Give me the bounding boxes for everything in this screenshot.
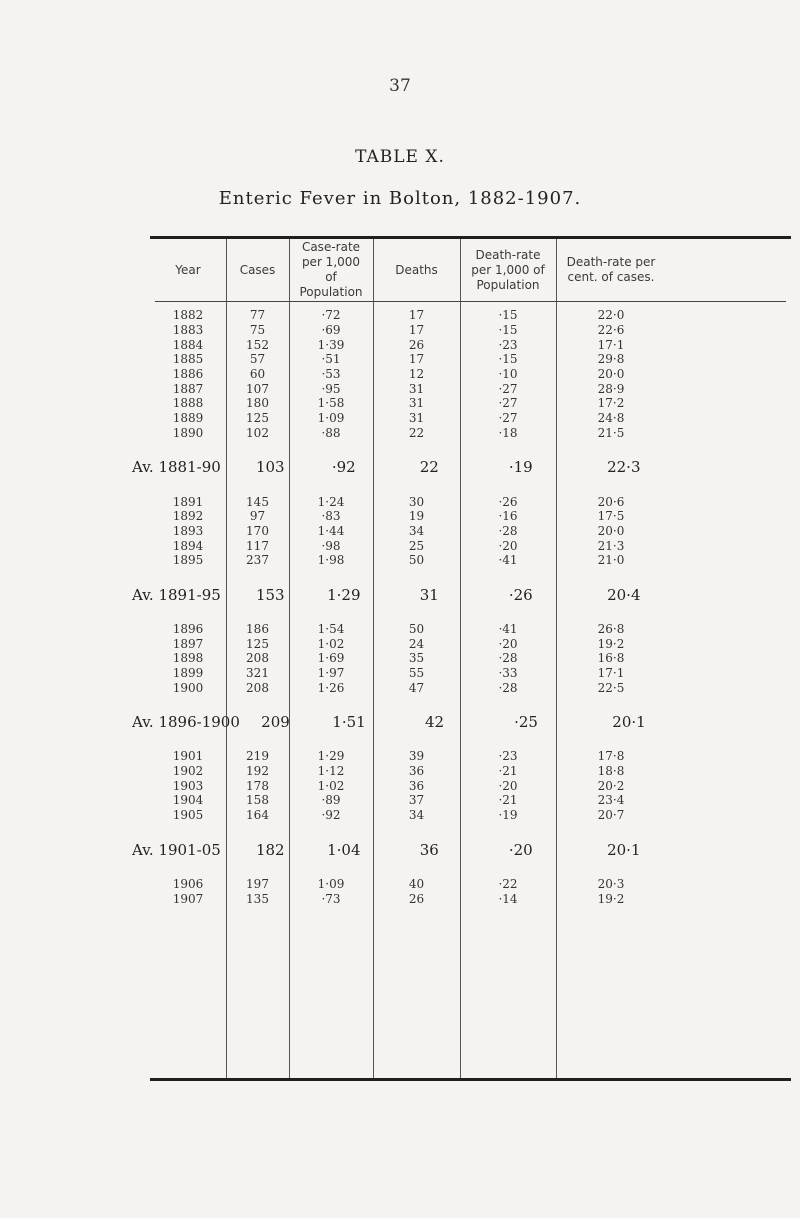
cell-death-rate-percent: 20·7: [597, 808, 625, 823]
cell-deaths: 37: [408, 793, 425, 808]
cell-death-rate: ·16: [498, 509, 518, 524]
cell-cases: 208: [246, 651, 269, 666]
table-row: [150, 622, 791, 637]
cell-death-rate: ·20: [498, 636, 518, 651]
cell-cases: 153: [255, 585, 285, 604]
table-row: [150, 651, 791, 666]
cell-year: Av. 1881-90: [132, 458, 221, 477]
cell-year: 1901: [172, 749, 204, 764]
cell-death-rate: ·19: [498, 808, 518, 823]
cell-deaths: 40: [408, 876, 425, 891]
table-row: [150, 749, 791, 764]
cell-deaths: 36: [419, 840, 439, 859]
cell-deaths: 17: [408, 308, 425, 323]
cell-case-rate: 1·02: [317, 778, 345, 793]
table-row: [150, 538, 791, 553]
table-row: [150, 891, 791, 906]
cell-deaths: 47: [408, 680, 425, 695]
cell-death-rate-percent: 17·5: [597, 509, 625, 524]
cell-year: 1892: [172, 509, 204, 524]
cell-cases: 77: [249, 308, 266, 323]
cell-death-rate-percent: 20·6: [597, 494, 625, 509]
cell-year: 1885: [172, 352, 204, 367]
cell-year: 1891: [172, 494, 204, 509]
cell-death-rate: ·26: [498, 494, 518, 509]
table-row: [150, 352, 791, 367]
cell-deaths: 36: [408, 764, 425, 779]
cell-cases: 125: [246, 411, 269, 426]
cell-death-rate-percent: 20·2: [597, 778, 625, 793]
cell-case-rate: 1·24: [317, 494, 345, 509]
cell-deaths: 34: [408, 808, 425, 823]
cell-case-rate: ·95: [321, 381, 341, 396]
cell-death-rate: ·27: [498, 396, 518, 411]
cell-deaths: 31: [408, 396, 425, 411]
cell-case-rate: ·53: [321, 367, 341, 382]
cell-year: Av. 1901-05: [132, 840, 221, 859]
table-row: [150, 396, 791, 411]
cell-death-rate-percent: 22·5: [597, 680, 625, 695]
cell-deaths: 31: [408, 381, 425, 396]
cell-deaths: 35: [408, 651, 425, 666]
cell-death-rate: ·19: [508, 458, 533, 477]
cell-case-rate: ·92: [331, 458, 356, 477]
cell-deaths: 55: [408, 666, 425, 681]
cell-death-rate: ·41: [498, 553, 518, 568]
cell-case-rate: 1·09: [317, 411, 345, 426]
table-body: [132, 308, 791, 906]
cell-death-rate: ·22: [498, 876, 518, 891]
cell-deaths: 24: [408, 636, 425, 651]
table-row: [150, 308, 791, 323]
cell-cases: 178: [246, 778, 269, 793]
table-label: TABLE X.: [355, 147, 445, 167]
cell-deaths: 36: [408, 778, 425, 793]
cell-year: 1895: [172, 553, 204, 568]
table-row: [150, 764, 791, 779]
cell-deaths: 39: [408, 749, 425, 764]
cell-year: 1899: [172, 666, 204, 681]
cell-death-rate: ·15: [498, 308, 518, 323]
cell-cases: 182: [255, 840, 285, 859]
cell-death-rate: ·23: [498, 749, 518, 764]
cell-death-rate-percent: 23·4: [597, 793, 625, 808]
cell-deaths: 42: [424, 713, 445, 732]
header-case-rate: Case-rate per 1,000 of Population: [299, 240, 363, 299]
cell-death-rate: ·21: [498, 793, 518, 808]
cell-death-rate: ·20: [498, 778, 518, 793]
cell-case-rate: 1·29: [317, 749, 345, 764]
cell-case-rate: 1·09: [317, 876, 345, 891]
table-row: [150, 337, 791, 352]
cell-deaths: 30: [408, 494, 425, 509]
table-row: [150, 509, 791, 524]
cell-cases: 145: [246, 494, 269, 509]
average-row: [132, 452, 791, 482]
cell-deaths: 31: [408, 411, 425, 426]
cell-death-rate-percent: 22·0: [597, 308, 625, 323]
cell-year: 1893: [172, 523, 204, 538]
cell-case-rate: 1·54: [317, 621, 345, 636]
cell-cases: 152: [246, 337, 269, 352]
cell-death-rate-percent: 18·8: [597, 764, 625, 779]
cell-case-rate: ·73: [321, 891, 341, 906]
cell-death-rate: ·26: [508, 585, 533, 604]
table-row: [150, 680, 791, 695]
cell-case-rate: ·83: [321, 509, 341, 524]
cell-year: 1905: [172, 808, 204, 823]
cell-death-rate-percent: 17·8: [597, 749, 625, 764]
cell-cases: 186: [246, 621, 269, 636]
cell-cases: 60: [249, 367, 266, 382]
cell-cases: 164: [246, 808, 269, 823]
cell-case-rate: ·72: [321, 308, 341, 323]
cell-death-rate-percent: 21·3: [597, 538, 625, 553]
cell-death-rate-percent: 22·6: [597, 323, 625, 338]
cell-death-rate-percent: 24·8: [597, 411, 625, 426]
table-row: [150, 381, 791, 396]
table-row: [150, 793, 791, 808]
cell-year: 1902: [172, 764, 204, 779]
cell-year: 1896: [172, 621, 204, 636]
average-row: [132, 835, 791, 865]
cell-cases: 170: [246, 523, 269, 538]
cell-cases: 117: [246, 538, 269, 553]
cell-year: 1889: [172, 411, 204, 426]
table-row: [150, 636, 791, 651]
table-header: [150, 239, 791, 301]
cell-year: 1898: [172, 651, 204, 666]
cell-death-rate-percent: 16·8: [597, 651, 625, 666]
cell-death-rate-percent: 20·3: [597, 876, 625, 891]
cell-death-rate: ·21: [498, 764, 518, 779]
cell-case-rate: ·92: [321, 808, 341, 823]
table-row: [150, 494, 791, 509]
cell-year: Av. 1896-1900: [132, 713, 240, 732]
cell-year: 1887: [172, 381, 204, 396]
cell-death-rate: ·23: [498, 337, 518, 352]
cell-case-rate: 1·39: [317, 337, 345, 352]
table-row: [150, 778, 791, 793]
cell-case-rate: 1·26: [317, 680, 345, 695]
cell-death-rate: ·28: [498, 680, 518, 695]
cell-death-rate-percent: 17·1: [597, 337, 625, 352]
cell-deaths: 31: [419, 585, 439, 604]
table-row: [150, 524, 791, 539]
cell-deaths: 22: [419, 458, 439, 477]
cell-deaths: 26: [408, 891, 425, 906]
cell-cases: 97: [249, 509, 266, 524]
header-rule: [155, 301, 786, 302]
cell-death-rate-percent: 20·4: [607, 585, 641, 604]
cell-case-rate: 1·29: [327, 585, 361, 604]
table-row: [150, 323, 791, 338]
cell-year: 1904: [172, 793, 204, 808]
cell-case-rate: 1·44: [317, 523, 345, 538]
cell-cases: 192: [246, 764, 269, 779]
cell-death-rate: ·25: [514, 713, 538, 732]
cell-death-rate: ·28: [498, 651, 518, 666]
cell-death-rate-percent: 20·0: [597, 367, 625, 382]
cell-death-rate: ·28: [498, 523, 518, 538]
cell-case-rate: ·69: [321, 323, 341, 338]
cell-year: 1906: [172, 876, 204, 891]
cell-case-rate: ·98: [321, 538, 341, 553]
cell-deaths: 50: [408, 621, 425, 636]
cell-death-rate: ·10: [498, 367, 518, 382]
cell-death-rate: ·18: [498, 425, 518, 440]
cell-cases: 107: [246, 381, 269, 396]
cell-year: 1888: [172, 396, 204, 411]
cell-death-rate-percent: 21·5: [597, 425, 625, 440]
table-row: [150, 877, 791, 892]
cell-case-rate: 1·98: [317, 553, 345, 568]
cell-death-rate: ·27: [498, 381, 518, 396]
cell-cases: 75: [249, 323, 266, 338]
table-row: [150, 553, 791, 568]
cell-death-rate-percent: 20·1: [607, 840, 641, 859]
cell-deaths: 50: [408, 553, 425, 568]
cell-case-rate: 1·04: [327, 840, 361, 859]
cell-death-rate-percent: 17·2: [597, 396, 625, 411]
cell-cases: 197: [246, 876, 269, 891]
table-bottom-rule: [150, 1078, 791, 1081]
header-deaths: Deaths: [395, 262, 438, 277]
table-row: [150, 666, 791, 681]
header-death-rate: Death-rate per 1,000 of Population: [471, 247, 545, 292]
average-row: [132, 707, 791, 737]
cell-death-rate: ·20: [508, 840, 533, 859]
cell-case-rate: 1·69: [317, 651, 345, 666]
cell-deaths: 19: [408, 509, 425, 524]
cell-cases: 57: [249, 352, 266, 367]
table-row: [150, 367, 791, 382]
cell-year: 1883: [172, 323, 204, 338]
cell-case-rate: ·51: [321, 352, 341, 367]
cell-cases: 158: [246, 793, 269, 808]
cell-year: 1882: [172, 308, 204, 323]
cell-cases: 102: [246, 425, 269, 440]
cell-year: 1894: [172, 538, 204, 553]
cell-cases: 180: [246, 396, 269, 411]
cell-case-rate: 1·97: [317, 666, 345, 681]
cell-case-rate: 1·02: [317, 636, 345, 651]
cell-death-rate-percent: 22·3: [607, 458, 641, 477]
cell-deaths: 22: [408, 425, 425, 440]
cell-death-rate: ·41: [498, 621, 518, 636]
cell-death-rate-percent: 17·1: [597, 666, 625, 681]
cell-year: Av. 1891-95: [132, 585, 221, 604]
header-death-rate-percent: Death-rate per cent. of cases.: [566, 255, 656, 284]
cell-death-rate: ·15: [498, 352, 518, 367]
cell-case-rate: 1·51: [332, 713, 366, 732]
cell-death-rate-percent: 19·2: [597, 636, 625, 651]
cell-year: 1903: [172, 778, 204, 793]
document-title: Enteric Fever in Bolton, 1882-1907.: [218, 188, 582, 209]
cell-deaths: 34: [408, 523, 425, 538]
cell-cases: 135: [246, 891, 269, 906]
cell-case-rate: 1·12: [317, 764, 345, 779]
cell-cases: 125: [246, 636, 269, 651]
cell-cases: 209: [261, 713, 290, 732]
cell-year: 1884: [172, 337, 204, 352]
page-number: 37: [389, 76, 411, 96]
table-row: [150, 426, 791, 441]
cell-year: 1897: [172, 636, 204, 651]
cell-death-rate-percent: 19·2: [597, 891, 625, 906]
cell-cases: 103: [255, 458, 285, 477]
cell-cases: 219: [246, 749, 269, 764]
cell-year: 1907: [172, 891, 204, 906]
cell-death-rate-percent: 20·1: [612, 713, 646, 732]
cell-case-rate: ·89: [321, 793, 341, 808]
enteric-fever-table: [132, 236, 791, 1081]
cell-case-rate: ·88: [321, 425, 341, 440]
cell-deaths: 17: [408, 352, 425, 367]
table-row: [150, 411, 791, 426]
cell-deaths: 25: [408, 538, 425, 553]
cell-death-rate: ·14: [498, 891, 518, 906]
cell-deaths: 12: [408, 367, 425, 382]
header-year: Year: [175, 262, 201, 277]
cell-case-rate: 1·58: [317, 396, 345, 411]
cell-death-rate-percent: 26·8: [597, 621, 625, 636]
cell-year: 1890: [172, 425, 204, 440]
cell-deaths: 17: [408, 323, 425, 338]
cell-year: 1900: [172, 680, 204, 695]
cell-death-rate: ·33: [498, 666, 518, 681]
cell-death-rate: ·15: [498, 323, 518, 338]
cell-year: 1886: [172, 367, 204, 382]
cell-cases: 208: [246, 680, 269, 695]
table-row: [150, 808, 791, 823]
cell-death-rate: ·20: [498, 538, 518, 553]
cell-cases: 321: [246, 666, 269, 681]
cell-death-rate-percent: 20·0: [597, 523, 625, 538]
cell-death-rate-percent: 28·9: [597, 381, 625, 396]
cell-death-rate: ·27: [498, 411, 518, 426]
cell-deaths: 26: [408, 337, 425, 352]
average-row: [132, 580, 791, 610]
header-cases: Cases: [239, 262, 276, 277]
cell-death-rate-percent: 29·8: [597, 352, 625, 367]
cell-cases: 237: [246, 553, 269, 568]
cell-death-rate-percent: 21·0: [597, 553, 625, 568]
